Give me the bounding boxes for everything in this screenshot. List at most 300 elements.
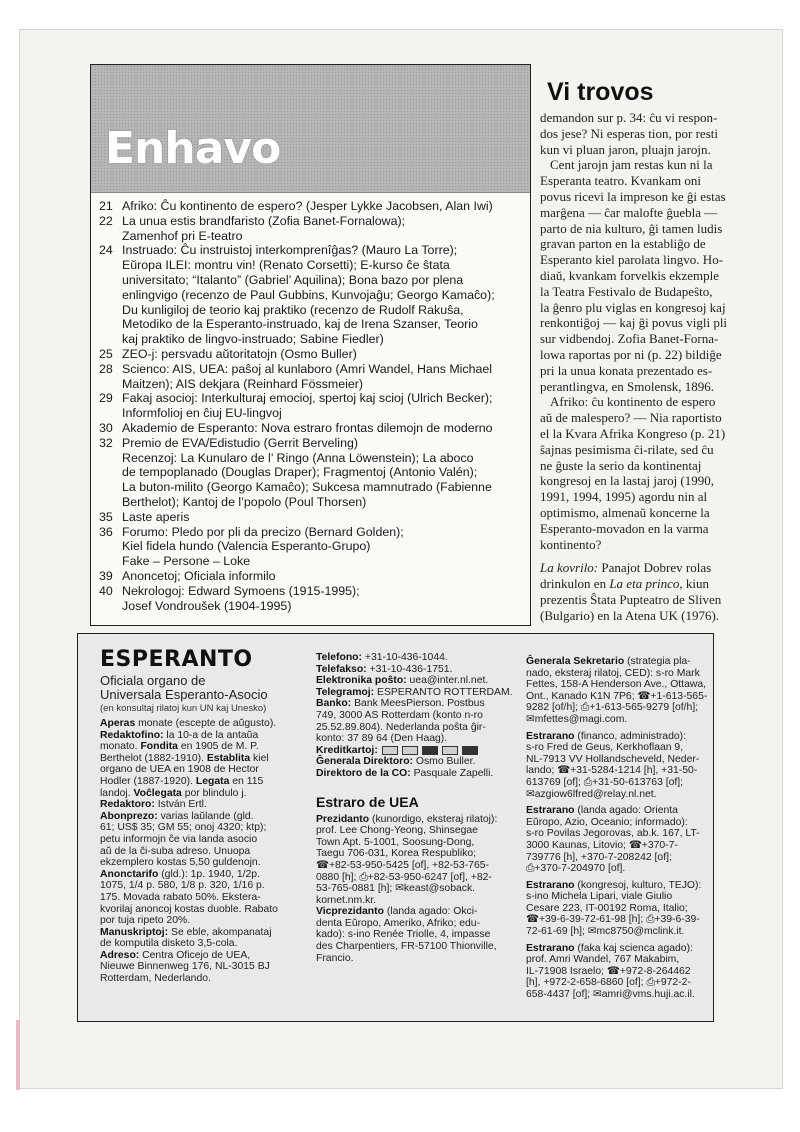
masthead-line xyxy=(526,880,712,892)
field-value: IL-71908 Israelo; ☎+972-8-264462 xyxy=(526,965,691,977)
paragraph-line: pri la unua konata prezentado es- xyxy=(540,362,713,378)
contents-list xyxy=(91,193,530,613)
contents-item xyxy=(99,391,522,421)
credit-card-icon xyxy=(402,746,418,755)
field-label: Fondita xyxy=(140,741,178,753)
paragraph-line: optimismo, almenaŭ koncerne la xyxy=(540,504,710,520)
contents-line: Eŭropa ILEI: montru vin! (Renato Corsetti); E-kurso ĉe ŝtata xyxy=(122,258,450,273)
field-value: 53-765-0881 [h]; ✉keast@soback. xyxy=(316,883,476,895)
magazine-brand: ESPERANTO xyxy=(100,647,253,672)
masthead-line xyxy=(100,950,296,962)
field-value: denta Eŭropo, Ameriko, Afriko; edu- xyxy=(316,917,481,929)
paragraph-line: aŭ de malespero? — Nia raportisto xyxy=(540,410,722,426)
masthead-line xyxy=(526,777,712,789)
masthead-box xyxy=(77,633,714,1022)
field-value: 25.52.89.804). Nederlanda poŝta ĝir- xyxy=(316,721,486,733)
paragraph-gap xyxy=(540,552,770,560)
estraro-list xyxy=(316,814,506,965)
field-label: Telegramoj: xyxy=(316,686,375,698)
masthead-line xyxy=(100,718,296,730)
field-label: Legata xyxy=(195,775,230,787)
credit-card-icons xyxy=(382,746,478,755)
field-value: prof. Amri Wandel, 767 Makabim, xyxy=(526,954,680,966)
masthead-line xyxy=(526,754,712,766)
field-label: Estrarano xyxy=(526,805,575,817)
field-label: Prezidanto xyxy=(316,813,370,825)
page-number: 32 xyxy=(99,435,113,450)
masthead-line xyxy=(526,914,712,926)
contents-item xyxy=(99,569,522,584)
vi-trovos-text xyxy=(540,110,770,624)
paragraph-line: Afriko: ĉu kontinento de espero xyxy=(550,394,716,410)
caption-text: (Bulgario) en la Atena UK (1976). xyxy=(540,607,720,623)
field-value: 749, 3000 AS Rotterdam (konto n-ro xyxy=(316,709,483,721)
masthead-line xyxy=(526,863,712,875)
field-value: István Ertl. xyxy=(154,799,207,811)
credit-card-icon xyxy=(442,746,458,755)
field-value: NL-7913 VV Hollandscheveld, Neder- xyxy=(526,753,700,765)
paragraph-line: ne ĝuste la serio da kontinentaj xyxy=(540,457,702,473)
masthead-line xyxy=(316,733,506,745)
field-value: (faka kaj scienca agado): xyxy=(574,942,693,954)
board-list xyxy=(526,656,712,1001)
caption-text: drinkulon en xyxy=(540,576,610,592)
field-value: ESPERANTO ROTTERDAM. xyxy=(374,686,513,698)
contents-item xyxy=(99,421,522,436)
field-value: (kongresoj, kulturo, TEJO): xyxy=(574,879,702,891)
estraro-title: Estraro de UEA xyxy=(316,793,419,810)
contents-item xyxy=(99,510,522,525)
contents-line: Nekrologoj: Edward Symoens (1915-1995); xyxy=(122,583,360,598)
caption-line xyxy=(540,592,770,608)
page-number: 36 xyxy=(99,524,113,539)
contents-line: La buton-milito (Georgo Kamaĉo); Sukcesa mamnutrado (Fabienne xyxy=(122,480,492,495)
field-value: uea@inter.nl.net. xyxy=(406,675,489,687)
field-value: Hodler (1887-1920). xyxy=(100,775,196,787)
field-value: en 1905 de M. P. xyxy=(177,741,259,753)
page-number: 25 xyxy=(99,346,113,361)
field-value: kado): s-ino Renée Triolle, 4, impasse xyxy=(316,929,491,941)
masthead-line xyxy=(100,880,296,892)
field-value: Se eble, akompanataj xyxy=(168,926,272,938)
masthead-line xyxy=(526,805,712,817)
contents-item xyxy=(99,199,522,214)
masthead-line xyxy=(316,906,506,918)
field-value: konto: 37 89 64 (Den Haag). xyxy=(316,733,448,745)
masthead-column-2 xyxy=(316,652,513,964)
masthead-line xyxy=(100,927,296,939)
field-value: ☎+82-53-950-5425 [of], +82-53-765- xyxy=(316,859,489,871)
caption-line xyxy=(540,560,770,576)
field-value: (kunordigo, eksteraj rilatoj): xyxy=(369,813,498,825)
paragraph-line: Esperanto kiel parolata lingvo. Ho- xyxy=(540,252,724,268)
brand-subtitle-2: Universala Esperanto-Asocio xyxy=(100,687,268,702)
contents-line: Akademio de Esperanto: Nova estraro frontas dilemojn de moderno xyxy=(122,420,493,435)
masthead-column-1 xyxy=(100,646,296,985)
field-label: Establita xyxy=(206,752,251,764)
field-value: 61; US$ 35; GM 55; onoj 4320; ktp); xyxy=(100,822,267,834)
contents-item-text xyxy=(122,214,522,244)
contents-item-text xyxy=(122,347,522,362)
field-value: s-ino Michela Lipari, viale Giulio xyxy=(526,891,673,903)
contents-line: Fake – Persone – Loke xyxy=(122,554,251,569)
field-label: Telefono: xyxy=(316,652,362,663)
contents-line: Josef Vondroušek (1904-1995) xyxy=(122,598,292,613)
paragraph-line: la ĝenro plu viglas en kongresoj kaj xyxy=(540,299,726,315)
field-value: monate (escepte de aŭgusto). xyxy=(135,718,277,729)
contents-item-text xyxy=(122,436,522,510)
field-value: Cesare 223, IT-00192 Roma, Italio; xyxy=(526,902,688,914)
contents-item xyxy=(99,362,522,392)
masthead-line xyxy=(100,938,296,950)
caption-line xyxy=(540,576,770,592)
contents-line: kaj praktiko de lingvo-instruado; Sabine Fiedler) xyxy=(122,332,384,347)
contents-line: Recenzoj: La Kunularo de l’ Ringo (Anna Löwenstein); La aboco xyxy=(122,450,474,465)
contents-item-text xyxy=(122,525,522,569)
paragraph-line: dos jese? Ni esperas tion, por resti xyxy=(540,125,718,141)
contents-item-text xyxy=(122,391,522,421)
masthead-column-3 xyxy=(526,656,712,1001)
contents-line: Maitzen); AIS dekjara (Reinhard Fössmeier) xyxy=(122,376,364,391)
masthead-line xyxy=(316,675,506,687)
field-value: kiel xyxy=(250,752,269,764)
masthead-line xyxy=(526,840,712,852)
field-value: por tuja ripeto 20%. xyxy=(100,915,191,927)
masthead-line xyxy=(100,811,296,823)
masthead-line xyxy=(526,789,712,801)
masthead-line xyxy=(100,869,296,881)
paragraph-line: parto de nia kulturo, ĝi tamen ludis xyxy=(540,220,723,236)
contents-item xyxy=(99,243,522,347)
paragraph-line: lowa raportas por ni (p. 22) bildiĝe xyxy=(540,346,722,362)
masthead-line xyxy=(316,652,506,664)
field-value: ☎+39-6-39-72-61-98 [h]; ⎙+39-6-39- xyxy=(526,914,700,926)
page-number: 21 xyxy=(99,199,113,213)
page-number: 22 xyxy=(99,213,113,228)
masthead-line xyxy=(526,742,712,754)
contents-line: Informfolioj en ĉiuj EU-lingvoj xyxy=(122,406,282,421)
field-label: Ĝenerala Sekretario xyxy=(526,656,625,667)
field-value: 0880 [h]; ⎙+82-53-950-6247 [of], +82- xyxy=(316,871,492,883)
page-number: 35 xyxy=(99,509,113,524)
field-value: la 10-a de la antaŭa xyxy=(163,729,259,741)
paragraph-line: el la Kvara Afrika Kongreso (p. 21) xyxy=(540,425,726,441)
contents-line: Kiel fidela hundo (Valencia Esperanto-Grupo) xyxy=(122,539,371,554)
masthead-line xyxy=(526,817,712,829)
field-label: Vicprezidanto xyxy=(316,906,384,918)
masthead-line xyxy=(100,834,296,846)
contents-item xyxy=(99,347,522,362)
paragraph-line: renkontiĝoj — kaj ĝi povus vigli pli xyxy=(540,315,728,331)
field-value: (landa agado: Okci- xyxy=(383,906,478,918)
credit-card-icon xyxy=(462,746,478,755)
masthead-info-list xyxy=(100,718,296,985)
field-value: des Charpentiers, FR-57100 Thionville, xyxy=(316,941,497,953)
masthead-line xyxy=(316,953,506,965)
field-value: prof. Lee Chong-Yeong, Shinsegae xyxy=(316,825,478,837)
field-value: 613769 [of]; ⎙+31-50-613763 [of]; xyxy=(526,776,684,788)
contents-line: Premio de EVA/Edistudio (Gerrit Berveling) xyxy=(122,435,358,450)
contents-line: Instruado: Ĉu instruistoj interkomprenîĝas? (Mauro La Torre); xyxy=(122,243,458,258)
field-value: (strategia pla- xyxy=(624,656,691,667)
field-value: monato. xyxy=(100,741,141,753)
paragraph-line: marĝena — ĉar malofte ĝuebla — xyxy=(540,204,718,220)
paragraph-line: Esperanto-movadon en la varma xyxy=(540,520,709,536)
masthead-line xyxy=(316,941,506,953)
field-value: Ont., Kanado K1N 7P6; ☎+1-613-565- xyxy=(526,690,708,702)
field-value: +31-10-436-1751. xyxy=(366,663,453,675)
masthead-line xyxy=(526,943,712,955)
field-label: Anonctarifo xyxy=(100,868,159,880)
contents-item-text xyxy=(122,510,522,525)
masthead-line xyxy=(316,929,506,941)
brand-subtitle-1: Oficiala organo de xyxy=(100,673,206,688)
contents-line: de tempoplanado (Douglas Draper); Fragmentoj (Antonio Valén); xyxy=(122,465,478,480)
masthead-line xyxy=(526,926,712,938)
page-number: 24 xyxy=(99,243,113,258)
field-value: ✉mfettes@magi.com. xyxy=(526,713,628,725)
contents-item xyxy=(99,214,522,244)
field-value: 175. Movada rabato 50%. Ekstera- xyxy=(100,891,261,903)
contents-item-text xyxy=(122,569,522,584)
paragraph-line: la Teatra Festivalo de Budapeŝto, xyxy=(540,283,713,299)
contents-title: Enhavo xyxy=(105,123,281,174)
field-value: 3000 Kaunas, Litovio; ☎+370-7- xyxy=(526,839,678,851)
masthead-line xyxy=(316,745,506,757)
field-value: [h], +972-2-658-6860 [of]; ⎙+972-2- xyxy=(526,977,691,989)
masthead-line xyxy=(100,788,296,800)
field-value: nado, eksteraj rilatoj, CED): s-ro Mark xyxy=(526,667,700,679)
field-value: (gld.): 1p. 1940, 1/2p. xyxy=(158,868,260,880)
masthead-line xyxy=(526,731,712,743)
masthead-line xyxy=(526,679,712,691)
field-value: organo de UEA en 1908 de Hector xyxy=(100,764,259,776)
field-value: lando; ☎+31-5284-1214 [h], +31-50- xyxy=(526,765,698,777)
masthead-line xyxy=(526,891,712,903)
field-value: 658-4437 [of]; ✉amri@vms.huji.ac.il. xyxy=(526,989,695,1001)
masthead-line xyxy=(526,852,712,864)
contents-line: Berthelot); Kantoj de l’popolo (Poul Thorsen) xyxy=(122,494,367,509)
field-value: kvorilaj anoncoj kostas duoble. Rabato xyxy=(100,903,278,915)
field-value: 9282 [of/h]; ⎙+1-613-565-9279 [of/h]; xyxy=(526,702,699,714)
masthead-line xyxy=(316,756,506,768)
masthead-line xyxy=(316,872,506,884)
page-number: 30 xyxy=(99,420,113,435)
field-value: de komputila disketo 3,5-cola. xyxy=(100,938,238,950)
masthead-line xyxy=(100,961,296,973)
field-value: Berthelot (1882-1910). xyxy=(100,752,207,764)
masthead-line xyxy=(526,714,712,726)
page-number: 28 xyxy=(99,361,113,376)
masthead-line xyxy=(316,860,506,872)
caption-line xyxy=(540,608,770,624)
contents-line: Laste aperis xyxy=(122,509,190,524)
caption-text: , kiun xyxy=(679,576,710,592)
masthead-line xyxy=(316,686,513,699)
masthead-line xyxy=(526,903,712,915)
field-label: Elektronika poŝto: xyxy=(316,675,407,687)
brand-note: (en konsultaj rilatoj kun UN kaj Unesko) xyxy=(100,703,267,714)
page-number: 39 xyxy=(99,568,113,583)
field-value: 739776 [h], +370-7-208242 [of]; xyxy=(526,851,672,863)
contents-item-text xyxy=(122,243,522,347)
contents-line: La unua estis brandfaristo (Zofia Banet-Fornalowa); xyxy=(122,213,406,228)
masthead-line xyxy=(316,918,506,930)
field-value: s-ro Povilas Jegorovas, ab.k. 167, LT- xyxy=(526,828,700,840)
contents-line: Metodiko de la Esperanto-instruado, kaj de Irena Szanser, Teorio xyxy=(122,317,478,332)
masthead-line xyxy=(100,915,296,927)
field-label: Estrarano xyxy=(526,942,575,954)
field-value: Pasquale Zapelli. xyxy=(410,767,494,779)
contents-line: universitato; “Italanto” (Gabriel’ Aquilina); Bona bazo por plena xyxy=(122,272,464,287)
masthead-line xyxy=(100,857,296,869)
credit-card-icon xyxy=(422,746,438,755)
field-value: ekzemplero kostas 5,50 guldenojn. xyxy=(100,857,261,869)
field-label: Kreditkartoj: xyxy=(316,744,378,756)
paragraph-line: Esperanta teatro. Kvankam oni xyxy=(540,173,701,189)
field-label: Aperas xyxy=(100,718,136,729)
masthead-line xyxy=(316,825,506,837)
field-label: Adreso: xyxy=(100,949,140,961)
field-label: Banko: xyxy=(316,698,352,710)
paragraph-line: sur vidbendoj. Zofia Banet-Forna- xyxy=(540,331,719,347)
paragraph-line: povus ricevi la impreson ke ĝi estas xyxy=(540,188,726,204)
masthead-line xyxy=(100,822,296,834)
contents-line: ZEO-j: persvadu aŭtoritatojn (Osmo Buller) xyxy=(122,346,357,361)
masthead-line xyxy=(316,722,506,734)
field-value: petu informojn ĉe via landa asocio xyxy=(100,833,258,845)
masthead-line xyxy=(100,846,296,858)
contents-item xyxy=(99,525,522,569)
masthead-line xyxy=(316,848,506,860)
paragraph-line: perantlingva, en Smolensk, 1896. xyxy=(540,378,715,394)
masthead-line xyxy=(316,883,506,895)
field-label: Voĉlegata xyxy=(133,787,182,799)
caption-text: Panajot Dobrev rolas xyxy=(598,560,712,576)
field-value: Fettes, 158-A Henderson Ave., Ottawa, xyxy=(526,679,707,691)
field-value: Town Apt. 5-1001, Soosung-Dong, xyxy=(316,836,475,848)
field-value: landoj. xyxy=(100,787,134,799)
field-value: (financo, administrado): xyxy=(574,730,686,742)
field-value: aŭ de la ĉi-suba adreso. Unuopa xyxy=(100,845,251,857)
field-label: Redaktofino: xyxy=(100,729,164,741)
masthead-line xyxy=(316,698,506,710)
field-value: Bank MeesPierson. Postbus xyxy=(351,698,485,710)
masthead-line xyxy=(100,730,296,742)
field-value: Centra Oficejo de UEA, xyxy=(139,949,251,961)
masthead-line xyxy=(100,973,296,985)
paragraph-line: ŝajnas pesimisma ĉi-rilate, sed ĉu xyxy=(540,441,714,457)
field-value: kornet.nm.kr. xyxy=(316,894,377,906)
paragraph-line: diaŭ, kvankam forvelkis ekzemple xyxy=(540,267,720,283)
contents-header xyxy=(91,65,530,193)
field-value: 72-61-69 [h]; ✉mc8750@mclink.it. xyxy=(526,926,685,938)
masthead-line xyxy=(526,989,712,1001)
page-number: 29 xyxy=(99,391,113,406)
masthead-line xyxy=(526,765,712,777)
masthead-line xyxy=(526,828,712,840)
masthead-line xyxy=(316,664,506,676)
field-value: Eŭropo, Azio, Oceanio; informado): xyxy=(526,816,688,828)
paragraph-line: demandon sur p. 34: ĉu vi respon- xyxy=(540,110,718,125)
field-value: Nieuwe Binnenweg 176, NL-3015 BJ xyxy=(100,961,270,973)
masthead-line xyxy=(316,895,506,907)
masthead-line xyxy=(100,799,296,811)
field-value: Francio. xyxy=(316,952,354,964)
field-value: 1075, 1/4 p. 580, 1/8 p. 320, 1/16 p. xyxy=(100,880,265,892)
masthead-line xyxy=(526,656,712,668)
masthead-line xyxy=(526,668,712,680)
contents-box xyxy=(90,64,531,626)
field-value: Taegu 706-031, Korea Respubliko; xyxy=(316,848,477,860)
field-value: +31-10-436-1044. xyxy=(361,652,448,663)
masthead-line xyxy=(316,768,506,780)
contents-line: Fakaj asocioj: Interkulturaj emocioj, spertoj kaj scioj (Ulrich Becker); xyxy=(122,391,493,406)
contents-item xyxy=(99,584,522,614)
contents-line: Du kunligiloj de teorio kaj praktiko (recenzo de Rudolf Rakuŝa, xyxy=(122,302,464,317)
credit-card-icon xyxy=(382,746,398,755)
page-edge-mark xyxy=(16,1020,20,1090)
caption-italic: La kovrilo: xyxy=(540,560,599,576)
masthead-line xyxy=(100,753,296,765)
masthead-line xyxy=(526,966,712,978)
field-label: Estrarano xyxy=(526,730,575,742)
masthead-line xyxy=(526,691,712,703)
field-label: Ĝenerala Direktoro: xyxy=(316,756,414,768)
masthead-line xyxy=(100,904,296,916)
field-value: en 115 xyxy=(229,775,264,787)
field-label: Estrarano xyxy=(526,879,575,891)
contents-line: Zamenhof pri E-teatro xyxy=(122,228,243,243)
paragraph-line: kun vi pluan jaron, pluajn jarojn. xyxy=(540,141,711,157)
field-value: (landa agado: Orienta xyxy=(574,805,678,817)
masthead-line xyxy=(316,814,506,826)
vi-trovos-title: Vi trovos xyxy=(547,78,654,106)
field-label: Abonprezo: xyxy=(100,810,158,822)
masthead-line xyxy=(526,702,712,714)
contact-list xyxy=(316,652,513,780)
contents-line: enlingvigo (recenzo de Paul Gubbins, Kunvojaĝu; Georgo Kamaĉo); xyxy=(122,287,495,302)
field-value: ✉azgiow6lfred@relay.nl.net. xyxy=(526,788,657,800)
paragraph-line: Cent jarojn jam restas kun ni la xyxy=(550,157,713,173)
masthead-line xyxy=(316,710,506,722)
field-value: ⎙+370-7-204970 [of]. xyxy=(526,863,626,875)
field-label: Manuskriptoj: xyxy=(100,926,169,938)
masthead-line xyxy=(526,977,712,989)
masthead-line xyxy=(526,954,712,966)
masthead-line xyxy=(100,741,296,753)
masthead-line xyxy=(316,837,506,849)
masthead-line xyxy=(100,764,296,776)
masthead-line xyxy=(100,892,296,904)
field-value: por blindulo j. xyxy=(181,787,247,799)
contents-item-text xyxy=(122,421,522,436)
contents-line: Scienco: AIS, UEA: paŝoj al kunlaboro (Amri Wandel, Hans Michael xyxy=(122,361,493,376)
contents-item-text xyxy=(122,362,522,392)
caption-text: prezentis Ŝtata Pupteatro de Sliven xyxy=(540,591,722,607)
field-value: s-ro Fred de Geus, Kerkhoflaan 9, xyxy=(526,742,684,754)
masthead-line xyxy=(100,776,296,788)
paragraph-line: gravan parton en la establiĝo de xyxy=(540,236,706,252)
field-label: Direktoro de la CO: xyxy=(316,767,411,779)
paragraph-line: kontinento? xyxy=(540,536,602,552)
contents-line: Afriko: Ĉu kontinento de espero? (Jesper Lykke Jacobsen, Alan Iwi) xyxy=(122,199,493,213)
paragraph-line: kongresoj en la lastaj jaroj (1990, xyxy=(540,473,715,489)
field-label: Telefakso: xyxy=(316,663,367,675)
paragraph-line: 1991, 1994, 1995) agordu nin al xyxy=(540,489,708,505)
contents-item xyxy=(99,436,522,510)
field-value: Osmo Buller. xyxy=(413,756,476,768)
